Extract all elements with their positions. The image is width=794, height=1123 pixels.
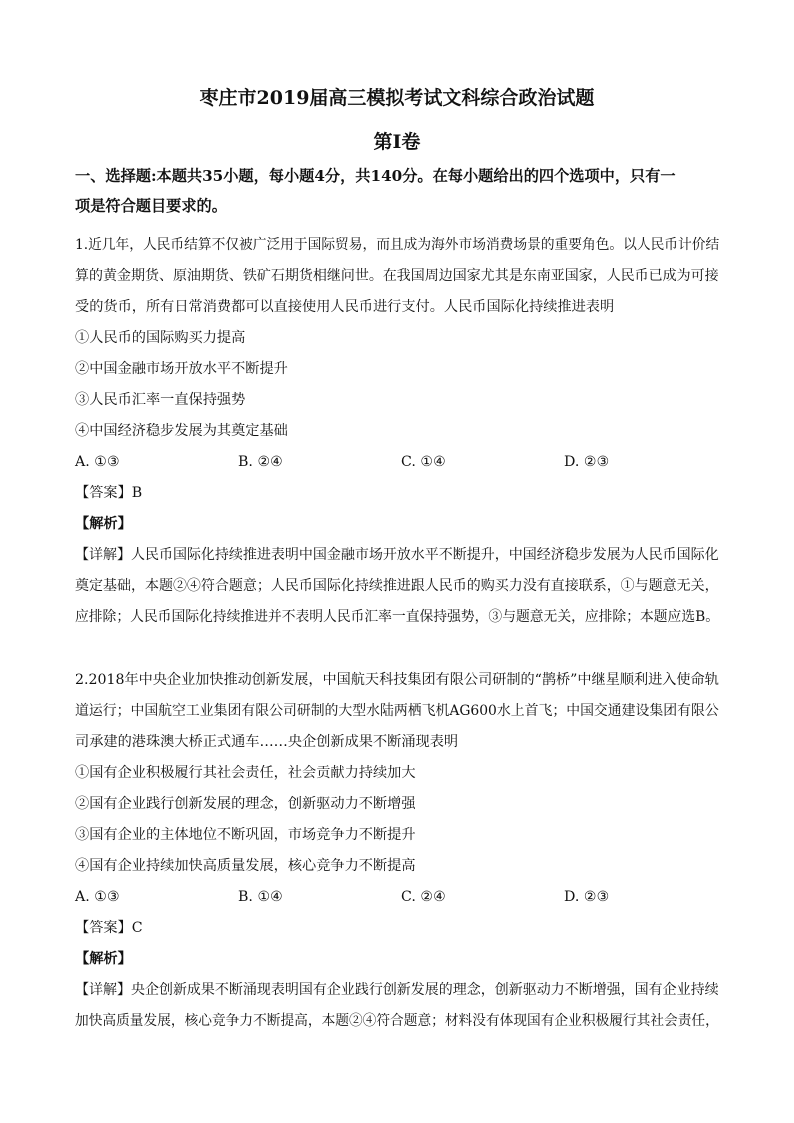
q1-item-2: ②中国金融市场开放水平不断提升	[75, 361, 288, 377]
q1-option-a: A. ①③	[75, 454, 120, 470]
q1-stem-line-2: 算的黄金期货、原油期货、铁矿石期货相继问世。在我国周边国家尤其是东南亚国家，人民币已成为可接	[75, 268, 719, 284]
q2-stem-line-1: 2.2018年中央企业加快推动创新发展，中国航天科技集团有限公司研制的“鹊桥”中继星顺利进入使命轨	[75, 672, 719, 688]
q1-option-d: D. ②③	[564, 454, 610, 470]
q1-option-c: C. ①④	[401, 454, 446, 470]
q1-item-1: ①人民币的国际购买力提高	[75, 330, 246, 346]
q2-option-a: A. ①③	[75, 889, 120, 905]
q2-item-1: ①国有企业积极履行其社会责任，社会贡献力持续加大	[75, 765, 416, 781]
q1-detail-line-3: 应排除；人民币国际化持续推进并不表明人民币汇率一直保持强势，③与题意无关，应排除；本题应选B。	[75, 609, 720, 625]
q2-detail-line-1: 【详解】央企创新成果不断涌现表明国有企业践行创新发展的理念，创新驱动力不断增强，国有企业持续	[75, 982, 719, 998]
q2-detail-line-2: 加快高质量发展，核心竞争力不断提高，本题②④符合题意；材料没有体现国有企业积极履行其社会责任，	[75, 1013, 719, 1029]
q1-answer: 【答案】B	[75, 485, 143, 501]
q1-stem-line-3: 受的货币，所有日常消费都可以直接使用人民币进行支付。人民币国际化持续推进表明	[75, 299, 615, 315]
q1-item-4: ④中国经济稳步发展为其奠定基础	[75, 423, 288, 439]
section-instructions-line-2: 项是符合题目要求的。	[75, 197, 227, 215]
volume-heading: 第Ⅰ卷	[373, 131, 421, 153]
q1-option-b: B. ②④	[238, 454, 283, 470]
page-title: 枣庄市2019届高三模拟考试文科综合政治试题	[199, 87, 595, 109]
q1-detail-line-2: 奠定基础，本题②④符合题意；人民币国际化持续推进跟人民币的购买力没有直接联系，①与题意无关，	[75, 578, 719, 594]
q2-item-3: ③国有企业的主体地位不断巩固，市场竞争力不断提升	[75, 827, 416, 843]
section-instructions-line-1: 一、选择题:本题共35小题，每小题4分，共140分。在每小题给出的四个选项中，只有一	[75, 167, 676, 185]
q2-option-b: B. ①④	[238, 889, 283, 905]
q1-stem-line-1: 1.近几年，人民币结算不仅被广泛用于国际贸易，而且成为海外市场消费场景的重要角色。以人民币计价结	[75, 237, 720, 253]
q1-analysis-heading: 【解析】	[75, 516, 132, 532]
q1-item-3: ③人民币汇率一直保持强势	[75, 392, 246, 408]
q1-detail-line-1: 【详解】人民币国际化持续推进表明中国金融市场开放水平不断提升，中国经济稳步发展为人民币国际化	[75, 547, 719, 563]
q2-answer: 【答案】C	[75, 920, 143, 936]
q2-analysis-heading: 【解析】	[75, 951, 132, 967]
q2-item-4: ④国有企业持续加快高质量发展，核心竞争力不断提高	[75, 858, 416, 874]
q2-stem-line-2: 道运行；中国航空工业集团有限公司研制的大型水陆两栖飞机AG600水上首飞；中国交通建设集团有限公	[75, 703, 719, 719]
q2-option-d: D. ②③	[564, 889, 610, 905]
q2-item-2: ②国有企业践行创新发展的理念，创新驱动力不断增强	[75, 796, 416, 812]
q2-stem-line-3: 司承建的港珠澳大桥正式通车……央企创新成果不断涌现表明	[75, 734, 459, 750]
q2-option-c: C. ②④	[401, 889, 446, 905]
